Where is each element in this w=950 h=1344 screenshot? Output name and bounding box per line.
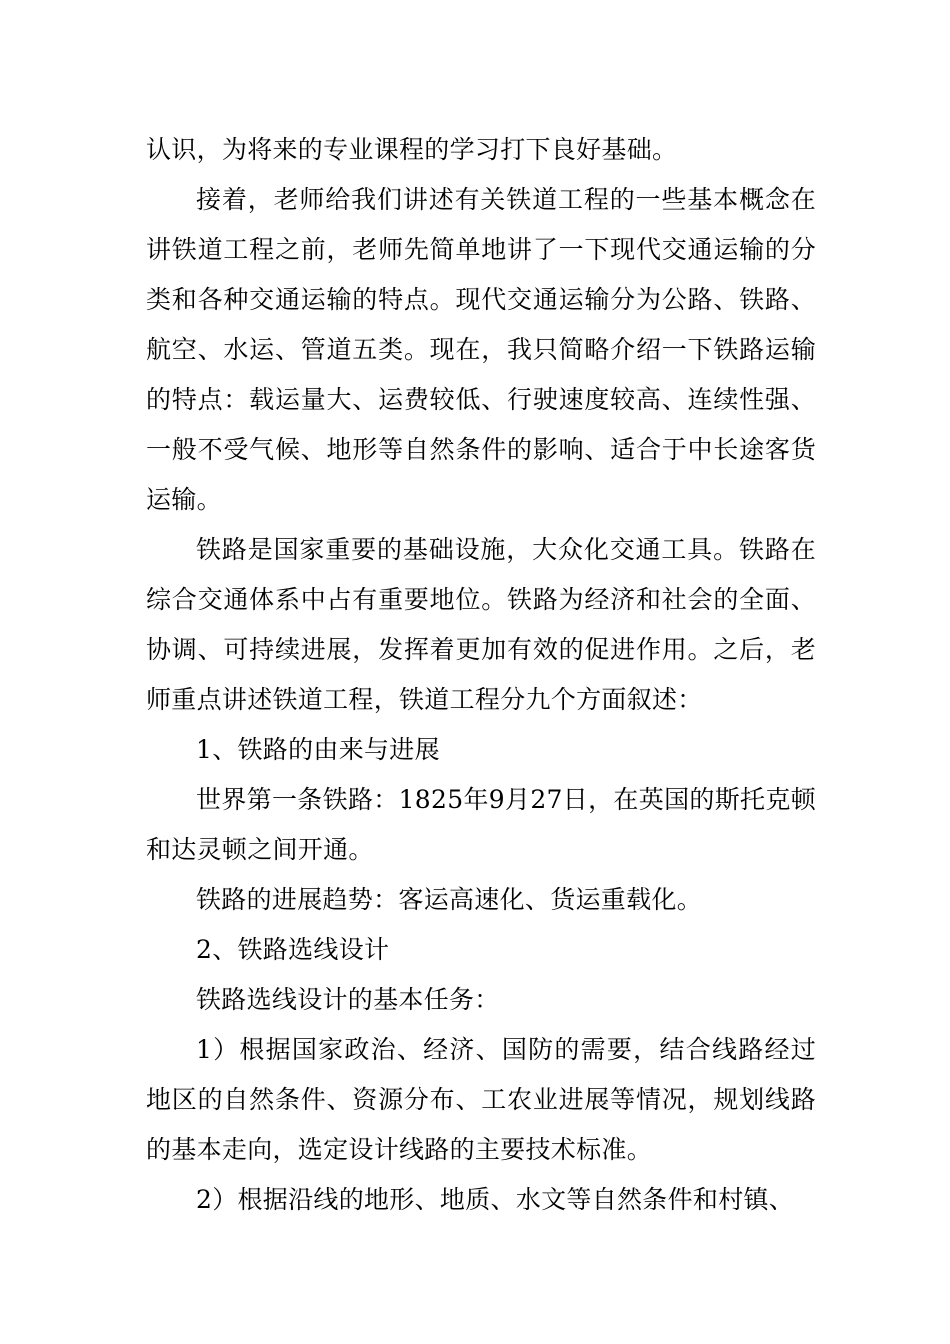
paragraph-6: 铁路的进展趋势：客运高速化、货运重载化。 [196, 885, 703, 914]
paragraph-3: 铁路是国家重要的基础设施，大众化交通工具。铁路在综合交通体系中占有重要地位。铁路为经济和社会的全面、协调、可持续进展，发挥着更加有效的促进作用。之后，老师重点讲述铁道工程，铁道工程分九个方面叙述： [146, 535, 816, 714]
list-item-1: 1）根据国家政治、经济、国防的需要，结合线路经过地区的自然条件、资源分布、工农业进展等情况，规划线路的基本走向，选定设计线路的主要技术标准。 [146, 1035, 816, 1164]
section-heading-1: 1、铁路的由来与进展 [196, 735, 440, 764]
list-item-2: 2）根据沿线的地形、地质、水文等自然条件和村镇、 [196, 1185, 795, 1214]
paragraph-8: 铁路选线设计的基本任务： [196, 985, 500, 1014]
paragraph-5: 世界第一条铁路：1825年9月27日，在英国的斯托克顿和达灵顿之间开通。 [146, 785, 816, 864]
document-body [146, 125, 816, 1225]
paragraph-1: 认识，为将来的专业课程的学习打下良好基础。 [146, 135, 678, 164]
paragraph-2: 接着，老师给我们讲述有关铁道工程的一些基本概念在讲铁道工程之前，老师先简单地讲了一下现代交通运输的分类和各种交通运输的特点。现代交通运输分为公路、铁路、航空、水运、管道五类。现在，我只简略介绍一下铁路运输的特点：载运量大、运费较低、行驶速度较高、连续性强、一般不受气候、地形等自然条件的影响、适合于中长途客货运输。 [146, 185, 816, 514]
section-heading-2: 2、铁路选线设计 [196, 935, 390, 964]
